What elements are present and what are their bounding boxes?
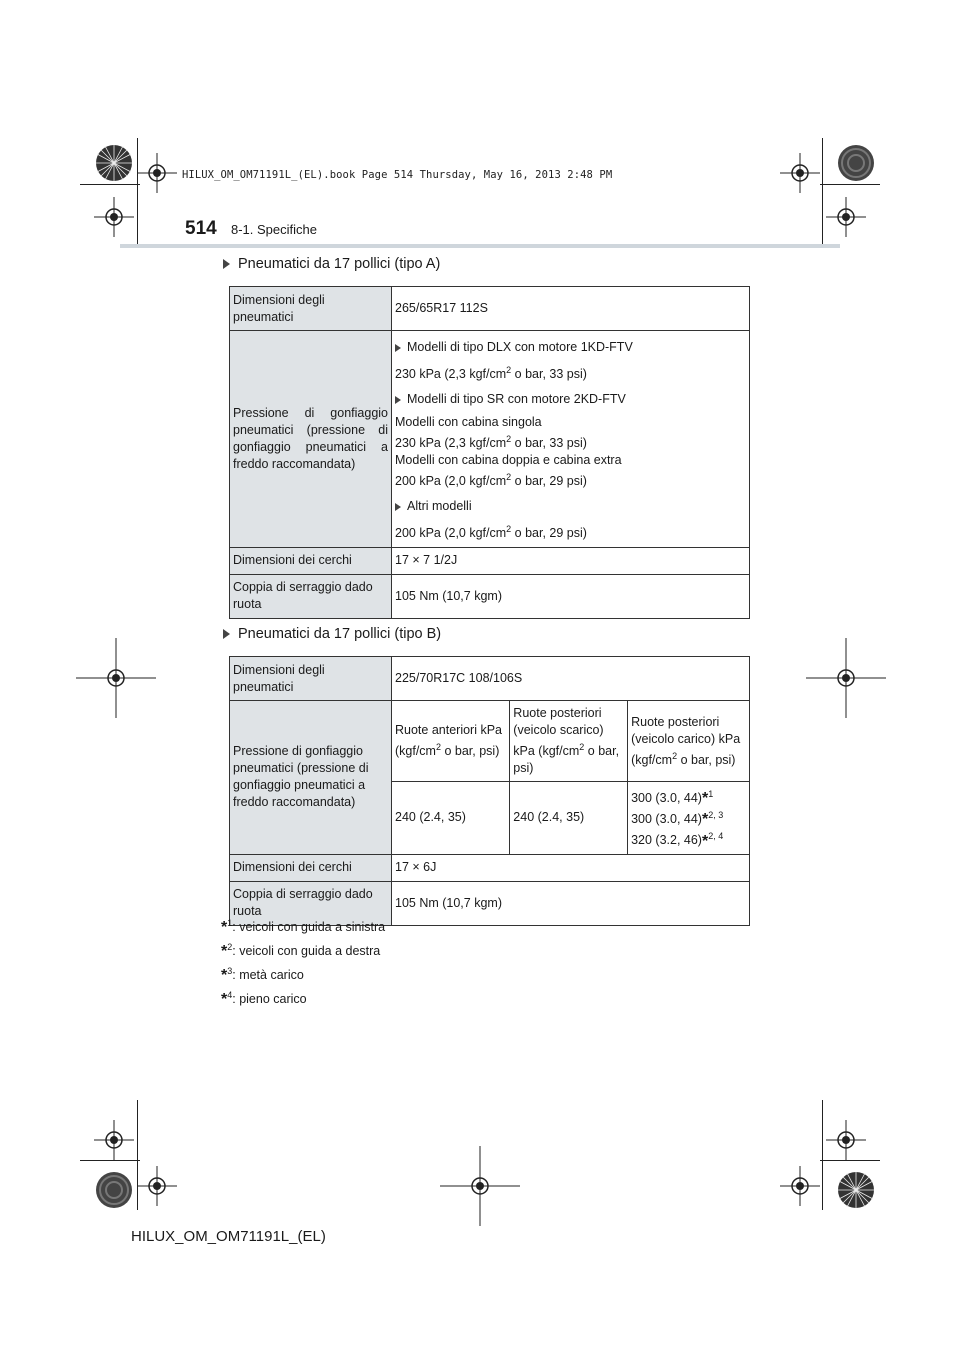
col-front-header <box>392 701 510 782</box>
value-text: 300 (3.0, 44) <box>631 791 702 806</box>
table-row <box>230 854 750 881</box>
footnote-number: 2 <box>227 942 233 952</box>
crop-line <box>80 184 140 185</box>
crosshair-icon <box>826 197 866 237</box>
tire-size-value: 265/65R17 112S <box>392 287 750 331</box>
table-row <box>230 657 750 701</box>
other-value <box>395 521 746 542</box>
table-row <box>230 701 750 855</box>
pressure-label: Pressione di gonfiaggio pneumatici (pressione di gonfiaggio pneumatici a freddo raccomandata) <box>230 701 392 855</box>
footnote-ref: 2, 4 <box>708 831 724 842</box>
superscript: 2 <box>506 365 512 375</box>
footnote-text: : veicoli con guida a destra <box>232 944 381 959</box>
value-text: o bar, 33 psi) <box>511 436 587 451</box>
table-a-heading-text: Pneumatici da 17 pollici (tipo A) <box>238 256 441 272</box>
registration-dial-icon <box>836 1170 876 1210</box>
footnote-star: * <box>221 919 228 937</box>
file-info: HILUX_OM_OM71191L_(EL).book Page 514 Thursday, May 16, 2013 2:48 PM <box>182 169 613 181</box>
pressure-grid-cell <box>392 701 750 855</box>
superscript: 2 <box>435 742 441 752</box>
other-heading <box>395 498 746 515</box>
dlx-heading-text: Modelli di tipo DLX con motore 1KD-FTV <box>407 340 633 354</box>
header-text: o bar, psi) <box>677 752 736 767</box>
header-text: Ruote anteriori kPa (kgf/cm <box>395 723 503 759</box>
superscript: 2 <box>506 524 512 535</box>
table-a-heading <box>223 256 440 272</box>
other-heading-text: Altri modelli <box>407 499 472 514</box>
crosshair-icon <box>94 197 134 237</box>
crosshair-icon <box>826 1120 866 1160</box>
crosshair-icon <box>137 153 177 193</box>
sr-single-cab: Modelli con cabina singola <box>395 415 542 430</box>
registration-dial-icon <box>94 1170 134 1210</box>
value-text: 200 kPa (2,0 kgf/cm <box>395 474 507 489</box>
superscript: 2 <box>506 472 512 483</box>
document-code-footer: HILUX_OM_OM71191L_(EL) <box>131 1228 326 1245</box>
value-text: 230 kPa (2,3 kgf/cm <box>395 367 507 382</box>
wheel-size-label: Dimensioni dei cerchi <box>230 854 392 881</box>
wheel-size-label: Dimensioni dei cerchi <box>230 547 392 574</box>
table-row <box>230 331 750 548</box>
rear-unloaded-value: 240 (2.4, 35) <box>510 782 628 854</box>
sr-single-value <box>395 431 746 452</box>
tire-size-label: Dimensioni degli pneumatici <box>230 657 392 701</box>
bullet-triangle-icon <box>395 344 401 352</box>
crosshair-icon <box>137 1166 177 1206</box>
pressure-label: Pressione di gonfiaggio pneumatici (pressione di gonfiaggio pneumatici a freddo raccomandata) <box>230 331 392 548</box>
footnote <box>221 990 307 1008</box>
crosshair-icon <box>440 1146 520 1226</box>
value-text: 300 (3.0, 44) <box>631 812 702 827</box>
table-row <box>392 701 749 782</box>
crosshair-icon <box>780 153 820 193</box>
header-text: Ruote posteriori (veicolo carico) kPa (kgf/cm <box>631 714 741 767</box>
table-row <box>230 287 750 331</box>
bullet-triangle-icon <box>223 259 230 269</box>
table-row <box>392 782 749 854</box>
sr-double-value <box>395 469 746 490</box>
footnote <box>221 918 385 936</box>
crop-line <box>820 184 880 185</box>
superscript: 2 <box>672 750 678 761</box>
dlx-heading <box>395 339 746 356</box>
crosshair-icon <box>806 638 886 718</box>
dlx-value <box>395 362 746 383</box>
bullet-triangle-icon <box>395 503 401 511</box>
wheel-size-value: 17 × 7 1/2J <box>392 547 750 574</box>
bullet-triangle-icon <box>223 629 230 639</box>
torque-label: Coppia di serraggio dado ruota <box>230 574 392 618</box>
footnote-star: * <box>221 967 228 985</box>
footnote-number: 3 <box>227 966 233 976</box>
value-text: 200 kPa (2,0 kgf/cm <box>395 526 507 541</box>
superscript: 2 <box>579 742 585 752</box>
crosshair-icon <box>780 1166 820 1206</box>
torque-label: Coppia di serraggio dado ruota <box>230 881 392 925</box>
footnote-number: 1 <box>227 918 233 928</box>
header-text: Ruote posteriori (veicolo scarico) kPa (kgf/cm <box>513 706 604 759</box>
sr-heading-text: Modelli di tipo SR con motore 2KD-FTV <box>407 392 626 407</box>
superscript: 2 <box>506 434 512 445</box>
value-text: o bar, 33 psi) <box>511 367 587 382</box>
section-title: 8-1. Specifiche <box>231 222 317 237</box>
torque-value: 105 Nm (10,7 kgm) <box>392 574 750 618</box>
tire-size-label: Dimensioni degli pneumatici <box>230 287 392 331</box>
tire-spec-table-a <box>229 286 750 619</box>
crosshair-icon <box>76 638 156 718</box>
crop-line <box>820 1160 880 1161</box>
footnote-text: : pieno carico <box>232 992 307 1007</box>
registration-dial-icon <box>94 143 134 183</box>
header-divider <box>120 244 840 248</box>
footnote <box>221 942 380 960</box>
rear-loaded-value <box>631 807 746 828</box>
footnote-star: * <box>221 943 228 961</box>
wheel-size-value: 17 × 6J <box>392 854 750 881</box>
footnote <box>221 966 304 984</box>
rear-loaded-value <box>631 786 746 807</box>
footnote-ref: 2, 3 <box>708 810 724 821</box>
header-text: o bar, psi) <box>513 744 620 776</box>
value-text: 320 (3.2, 46) <box>631 833 702 848</box>
pressure-value <box>392 331 750 548</box>
rear-loaded-values <box>628 782 749 854</box>
tire-spec-table-b <box>229 656 750 926</box>
torque-value: 105 Nm (10,7 kgm) <box>392 881 750 925</box>
header-text: o bar, psi) <box>441 744 500 759</box>
sr-double-cab: Modelli con cabina doppia e cabina extra <box>395 453 622 468</box>
bullet-triangle-icon <box>395 396 401 404</box>
pressure-grid <box>392 701 749 854</box>
footnote-text: : veicoli con guida a sinistra <box>232 920 386 935</box>
footnote-star: * <box>221 991 228 1009</box>
crop-line <box>80 1160 140 1161</box>
footnote-number: 4 <box>227 990 233 1000</box>
rear-loaded-value <box>631 828 746 849</box>
footnote-star: * <box>701 790 709 808</box>
registration-dial-icon <box>836 143 876 183</box>
value-text: 230 kPa (2,3 kgf/cm <box>395 436 507 451</box>
footnote-ref: 1 <box>708 789 714 800</box>
crop-line <box>822 1100 823 1210</box>
col-rear-loaded-header <box>628 701 749 782</box>
page-number: 514 <box>185 218 217 239</box>
table-row <box>230 574 750 618</box>
footnote-star: * <box>701 832 709 850</box>
value-text: o bar, 29 psi) <box>511 526 587 541</box>
crop-line <box>822 138 823 248</box>
crosshair-icon <box>94 1120 134 1160</box>
value-text: o bar, 29 psi) <box>511 474 587 489</box>
tire-size-value: 225/70R17C 108/106S <box>392 657 750 701</box>
table-row <box>230 547 750 574</box>
sr-heading <box>395 391 746 408</box>
front-value: 240 (2.4, 35) <box>392 782 510 854</box>
col-rear-unloaded-header <box>510 701 628 782</box>
table-b-heading-text: Pneumatici da 17 pollici (tipo B) <box>238 626 442 642</box>
footnote-text: : metà carico <box>232 968 304 983</box>
footnote-star: * <box>701 811 709 829</box>
table-b-heading <box>223 626 441 642</box>
